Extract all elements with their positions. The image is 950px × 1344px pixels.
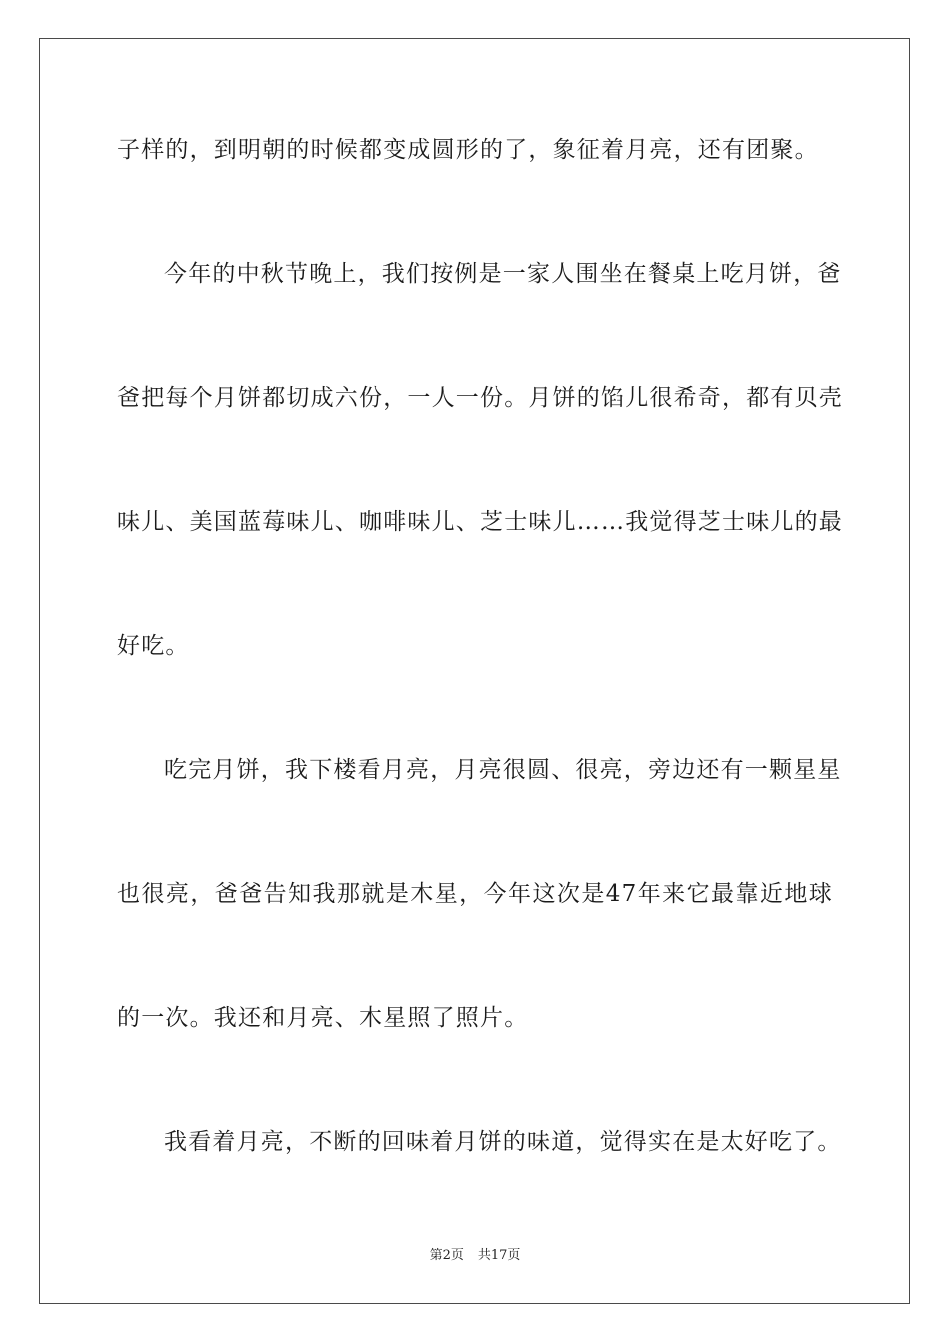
- paragraph-line: 的一次。我还和月亮、木星照了照片。: [117, 1005, 529, 1031]
- paragraph-line: 子样的，到明朝的时候都变成圆形的了，象征着月亮，还有团聚。: [117, 137, 819, 163]
- paragraph-line: 好吃。: [117, 633, 190, 659]
- paragraph-line: 我看着月亮，不断的回味着月饼的味道，觉得实在是太好吃了。: [164, 1129, 842, 1155]
- paragraph-line: 吃完月饼，我下楼看月亮，月亮很圆、很亮，旁边还有一颗星星: [164, 757, 842, 783]
- page-footer: [0, 1247, 950, 1265]
- paragraph-line: 味儿、美国蓝莓味儿、咖啡味儿、芝士味儿……我觉得芝士味儿的最: [117, 509, 843, 535]
- page-border: [39, 38, 910, 1304]
- page-number: 第2页: [429, 1248, 464, 1263]
- paragraph-line: 也很亮，爸爸告知我那就是木星，今年这次是47年来它最靠近地球: [117, 881, 833, 907]
- page-total: 共17页: [477, 1248, 521, 1263]
- paragraph-line: 今年的中秋节晚上，我们按例是一家人围坐在餐桌上吃月饼，爸: [164, 261, 842, 287]
- paragraph-line: 爸把每个月饼都切成六份，一人一份。月饼的馅儿很希奇，都有贝壳: [117, 385, 843, 411]
